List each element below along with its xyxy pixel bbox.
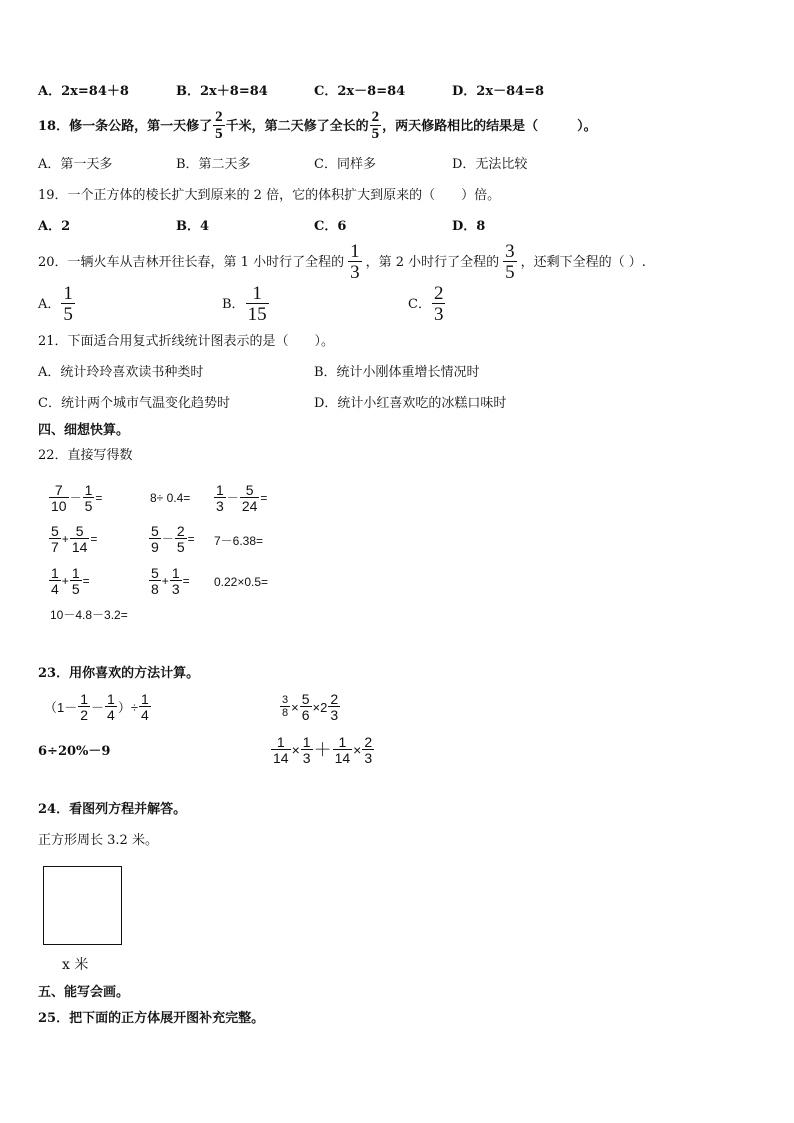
question-24-title: 24．看图列方程并解答。 [38,802,187,817]
q18-text-1: 修一条公路，第一天修了 [69,118,213,134]
q22-r3c1: $\frac{1}{4}$ + $\frac{1}{5}$ = [51,565,90,597]
q20-option-a: A． $\frac{1}{5}$ [38,283,73,325]
q23-expression-3: 6÷20%－9 [38,744,111,759]
question-20 [38,242,646,282]
q18-fraction-2: $\frac{2}{5}$ [371,109,380,142]
q18-text-2: 千米，第二天修了全长的 [225,118,369,134]
q18-option-c: C．同样多 [314,157,376,172]
q17-option-b: B．2x＋8=84 [176,84,268,99]
q20-option-c: C． $\frac{2}{3}$ [408,283,444,325]
question-21: 21．下面适合用复式折线统计图表示的是（ ）。 [38,334,335,349]
q18-option-b: B．第二天多 [176,157,251,172]
question-19: 19．一个正方体的棱长扩大到原来的 2 倍，它的体积扩大到原来的（ ）倍。 [38,188,501,203]
q22-r1c2: 8÷ 0.4= [150,491,191,505]
q20-text-1: 20．一辆火车从吉林开往长春，第 1 小时行了全程的 [38,254,345,270]
q18-fraction-1: $\frac{2}{5}$ [215,109,223,142]
q18-option-a: A．第一天多 [38,157,113,172]
q21-option-b: B．统计小刚体重增长情况时 [314,365,480,380]
q19-option-c: C．6 [314,219,347,234]
q17-option-a: A．2x=84＋8 [38,84,129,99]
q20-text-2: ，第 2 小时行了全程的 [365,254,500,270]
q18-text-3: ，两天修路相比的结果是（ ）。 [382,118,597,134]
section-4-heading: 四、细想快算。 [38,423,130,438]
q22-r3c2: $\frac{5}{8}$ + $\frac{1}{3}$ = [151,565,190,597]
q22-r2c3: 7－6.38= [214,534,264,548]
q18-number: 18． [38,118,70,134]
q24-description: 正方形周长 3.2 米。 [38,833,158,848]
q22-r1c1: $\frac{7}{10}$ － $\frac{1}{5}$ = [51,482,103,514]
square-side-label: x 米 [62,957,89,973]
question-23-title: 23．用你喜欢的方法计算。 [38,666,200,681]
q20-fraction-1: $\frac{1}{3}$ [350,241,360,283]
q20-fraction-2: $\frac{3}{5}$ [505,241,515,283]
q23-expression-2: $\frac{3}{8}$ × $\frac{5}{6}$ ×2 $\frac{2}{3}$ [282,691,339,723]
q19-option-a: A．2 [38,219,71,234]
question-22-title: 22．直接写得数 [38,448,133,463]
q17-option-d: D．2x－84=8 [452,84,545,99]
q22-r2c1: $\frac{5}{7}$ + $\frac{5}{14}$ = [51,523,98,555]
q21-option-a: A．统计玲玲喜欢读书种类时 [38,365,204,380]
q22-r3c3: 0.22×0.5= [214,575,269,589]
q22-r4c1: 10－4.8－3.2= [50,608,128,622]
q19-option-b: B．4 [176,219,210,234]
q20-option-b: B． $\frac{1}{15}$ [222,283,267,325]
q17-option-c: C．2x－8=84 [314,84,406,99]
q21-option-c: C．统计两个城市气温变化趋势时 [38,396,230,411]
q20-text-3: ，还剩下全程的（ ）. [520,254,646,270]
q23-expression-1: （1－ $\frac{1}{2}$ － $\frac{1}{4}$ ）÷ $\frac{1}{4}$ [44,691,149,723]
question-25: 25．把下面的正方体展开图补充完整。 [38,1011,265,1026]
q22-r1c3: $\frac{1}{3}$ － $\frac{5}{24}$ = [216,482,268,514]
question-18 [38,110,597,142]
q22-r2c2: $\frac{5}{9}$ － $\frac{2}{5}$ = [151,523,195,555]
section-5-heading: 五、能写会画。 [38,985,130,1000]
square-figure [43,866,122,945]
q21-option-d: D．统计小红喜欢吃的冰糕口味时 [314,396,507,411]
q23-expression-4: $\frac{1}{14}$ × $\frac{1}{3}$ ＋ $\frac{1}{14}$ × $\frac{2}{3}$ [273,734,373,766]
q18-option-d: D．无法比较 [452,157,528,172]
q19-option-d: D．8 [452,219,486,234]
